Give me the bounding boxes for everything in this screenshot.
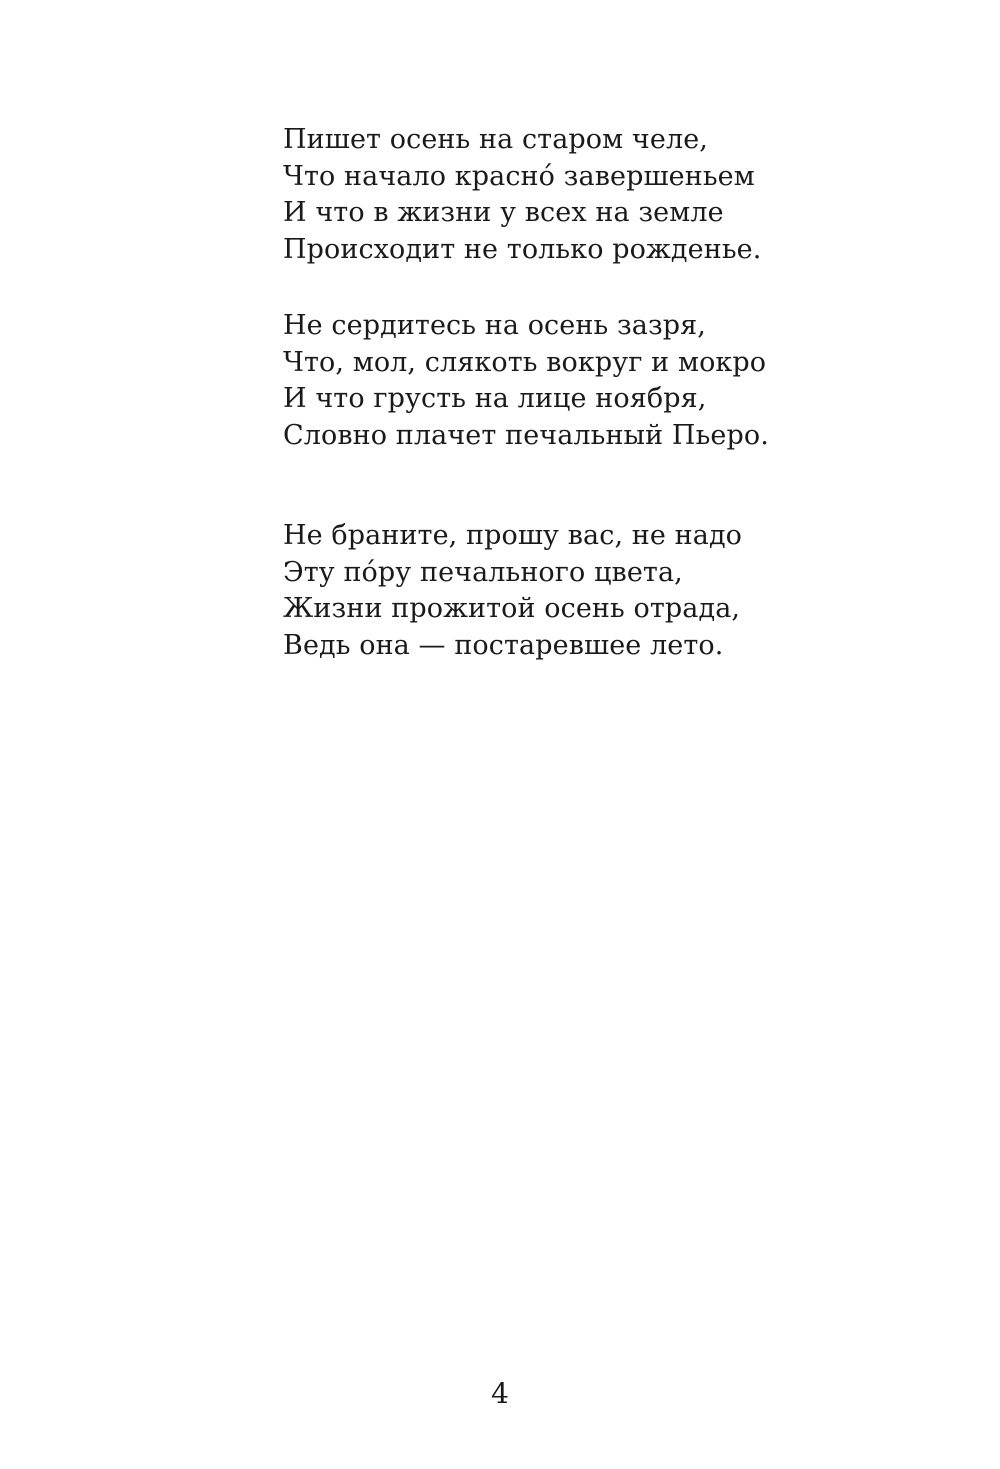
poem-line: Не браните, прошу вас, не надо (283, 520, 743, 551)
poem-line: Происходит не только рожденье. (283, 233, 762, 265)
poem-line: Пишет осень на старом челе, (283, 124, 708, 155)
page-number: 4 (491, 1377, 509, 1410)
poem-line: Словно плачет печальный Пьеро. (283, 419, 769, 451)
stanza-1 (283, 122, 761, 268)
poem-line: Что, мол, слякоть вокруг и мокро (283, 346, 767, 378)
poem-line: Эту пóру печального цвета, (283, 556, 683, 588)
poem-line: Не сердитесь на осень зазря, (283, 310, 706, 341)
poem-line: И что в жизни у всех на земле (283, 197, 724, 228)
poem-line: Что начало краснó завершеньем (283, 160, 755, 192)
stanza-2 (283, 308, 769, 454)
poem-line: Жизни прожитой осень отрада, (283, 593, 741, 624)
stanza-3 (283, 518, 742, 664)
poem-line: Ведь она — постаревшее лето. (283, 629, 724, 661)
poem-line: И что грусть на лице ноября, (283, 383, 707, 414)
